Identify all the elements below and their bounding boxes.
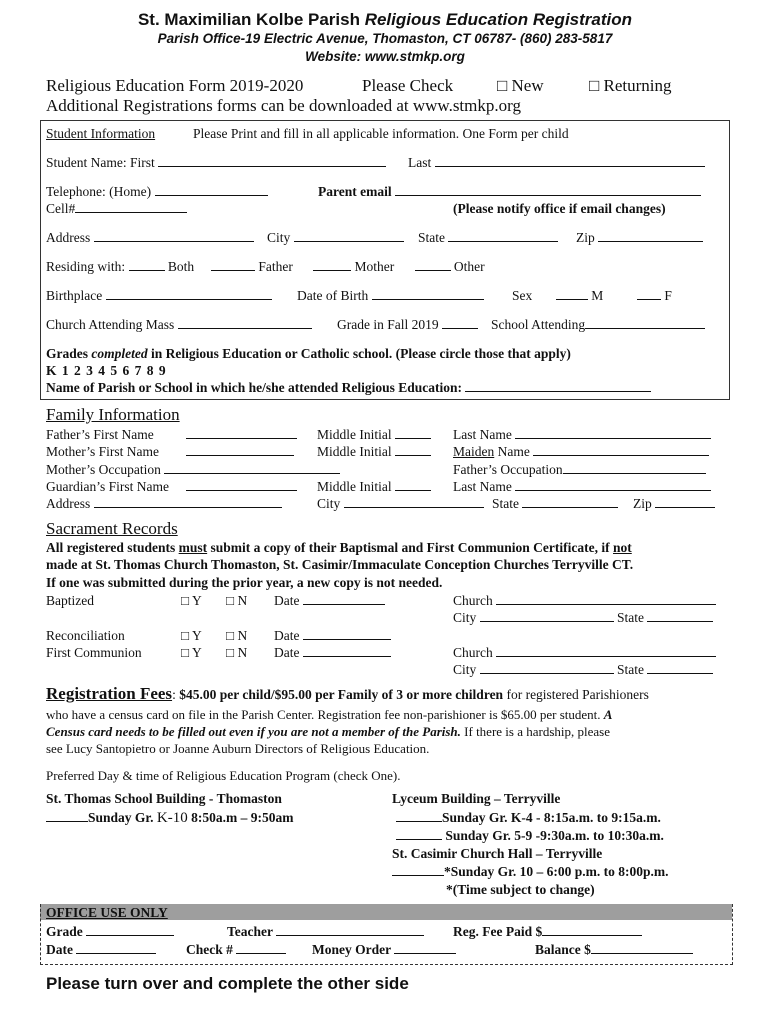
communion-city-row: City State [453,662,713,677]
baptized-church-row: Church [453,593,716,608]
casimir-time-note: *(Time subject to change) [446,882,595,897]
father-first-field-wrap [186,427,297,442]
student-first-name-row: Student Name: First [46,155,386,170]
other-field[interactable] [415,259,451,271]
reconciliation-no[interactable]: □ N [226,628,248,643]
address-row: Address [46,230,254,245]
mother-occupation-row: Mother’s Occupation [46,462,340,477]
mother-middle-row: Middle Initial [317,444,431,459]
father-middle-field[interactable] [395,427,431,439]
mass-row: Church Attending Mass [46,317,312,332]
parish-office-address: Parish Office-19 Electric Avenue, Thomaston, CT 06787- (860) 283-5817 [157,31,613,46]
zip-field[interactable] [598,230,703,242]
baptized-church-field[interactable] [496,593,716,605]
city-field[interactable] [294,230,404,242]
first-communion-yes[interactable]: □ Y [181,645,202,660]
baptized-state-field[interactable] [647,610,713,622]
guardian-first-field-wrap [186,479,297,494]
first-communion-date-row: Date [274,645,391,660]
office-use-heading: OFFICE USE ONLY [46,905,168,920]
mother-field[interactable] [313,259,351,271]
communion-state-field[interactable] [647,662,713,674]
turn-over-note: Please turn over and complete the other side [46,974,409,993]
grade-fall-field[interactable] [442,317,478,329]
baptized-city-row: City State [453,610,713,625]
sex-m-field[interactable] [556,288,588,300]
family-city-row: City [317,496,484,511]
family-address-field[interactable] [94,496,282,508]
sacrament-heading: Sacrament Records [46,519,178,538]
grade-fall-row: Grade in Fall 2019 [337,317,478,332]
grades-list[interactable]: K 1 2 3 4 5 6 7 8 9 [46,363,167,378]
sex-f-field[interactable] [637,288,661,300]
cell-field[interactable] [75,201,187,213]
father-first-field[interactable] [186,427,297,439]
baptized-city-field[interactable] [480,610,614,622]
office-check-row: Check # [186,942,286,957]
parish-school-row: Name of Parish or School in which he/she attended Religious Education: [46,380,651,395]
communion-city-field[interactable] [480,662,614,674]
guardian-last-row: Last Name [453,479,711,494]
sacrament-note-line1: All registered students must submit a copy of their Baptismal and First Communion Certificate, if not [46,540,632,555]
office-money-order-row: Money Order [312,942,456,957]
mother-first-field[interactable] [186,444,294,456]
state-row: State [418,230,558,245]
dob-field[interactable] [372,288,484,300]
returning-checkbox[interactable]: □ Returning [589,76,672,95]
father-last-field[interactable] [515,427,711,439]
mass-field[interactable] [178,317,312,329]
fees-line1: Registration Fees: $45.00 per child/$95.00 per Family of 3 or more children for registered Parishioners [46,684,649,703]
form-title: Religious Education Form 2019-2020 [46,76,304,95]
grades-completed-label: Grades completed in Religious Education or Catholic school. (Please circle those that apply) [46,346,571,361]
mother-maiden-row: Maiden Name [453,444,709,459]
first-communion-no[interactable]: □ N [226,645,248,660]
preferred-program-label: Preferred Day & time of Religious Education Program (check One). [46,768,401,783]
telephone-row: Telephone: (Home) [46,184,268,199]
parent-email-field[interactable] [395,184,701,196]
reconciliation-date-field[interactable] [303,628,391,640]
dob-row: Date of Birth [297,288,484,303]
parish-website: Website: www.stmkp.org [305,49,465,64]
school-field[interactable] [585,317,705,329]
thomaston-title: St. Thomas School Building - Thomaston [46,791,282,806]
city-row: City [267,230,404,245]
guardian-first-label: Guardian’s First Name [46,479,169,494]
parent-email-row: Parent email [318,184,701,199]
family-state-row: State [492,496,618,511]
office-teacher-field[interactable] [276,924,424,936]
fees-line3: Census card needs to be filled out even if you are not a member of the Parish. If there is a hardship, please [46,724,610,739]
father-occupation-row: Father’s Occupation [453,462,706,477]
mother-first-field-wrap [186,444,294,459]
birthplace-row: Birthplace [46,288,272,303]
casimir-title: St. Casimir Church Hall – Terryville [392,846,603,861]
office-reg-fee-row: Reg. Fee Paid $ [453,924,642,939]
mother-occupation-field[interactable] [164,462,340,474]
lyceum-option-2: Sunday Gr. 5-9 -9:30a.m. to 10:30a.m. [396,828,664,843]
thomaston-sunday-option: Sunday Gr. K-10 8:50a.m – 9:50am [46,810,293,826]
office-teacher-row: Teacher [227,924,424,939]
student-last-name-field[interactable] [435,155,705,167]
both-field[interactable] [129,259,165,271]
communion-church-row: Church [453,645,716,660]
lyceum-2-check-field[interactable] [396,828,442,840]
please-check-label: Please Check [362,76,454,95]
father-field[interactable] [211,259,255,271]
lyceum-option-1: Sunday Gr. K-4 - 8:15a.m. to 9:15a.m. [396,810,661,825]
page-title: St. Maximilian Kolbe Parish Religious Education Registration [137,10,633,29]
reconciliation-label: Reconciliation [46,628,125,643]
address-field[interactable] [94,230,254,242]
casimir-option: *Sunday Gr. 10 – 6:00 p.m. to 8:00p.m. [392,864,669,879]
office-date-field[interactable] [76,942,156,954]
school-row: School Attending [491,317,705,332]
mother-middle-field[interactable] [395,444,431,456]
office-grade-field[interactable] [86,924,174,936]
family-zip-row: Zip [633,496,715,511]
telephone-field[interactable] [155,184,268,196]
birthplace-field[interactable] [106,288,272,300]
father-last-row: Last Name [453,427,711,442]
office-reg-fee-field[interactable] [542,924,642,936]
father-occupation-field[interactable] [563,462,706,474]
state-field[interactable] [448,230,558,242]
casimir-check-field[interactable] [392,864,444,876]
office-balance-field[interactable] [591,942,693,954]
office-grade-row: Grade [46,924,174,939]
additional-forms-note: Additional Registrations forms can be downloaded at www.stmkp.org [46,96,521,115]
guardian-middle-row: Middle Initial [317,479,431,494]
guardian-last-field[interactable] [515,479,711,491]
lyceum-1-check-field[interactable] [396,810,442,822]
baptized-yes[interactable]: □ Y [181,593,202,608]
sacrament-note-line3: If one was submitted during the prior year, a new copy is not needed. [46,575,443,590]
baptized-date-field[interactable] [303,593,385,605]
father-first-label: Father’s First Name [46,427,154,442]
baptized-date-row: Date [274,593,385,608]
family-city-field[interactable] [344,496,484,508]
office-money-order-field[interactable] [394,942,456,954]
first-communion-label: First Communion [46,645,142,660]
reconciliation-yes[interactable]: □ Y [181,628,202,643]
fees-line2: who have a census card on file in the Parish Center. Registration fee non-parishioner is $65.00 per student. A [46,707,613,722]
mother-first-label: Mother’s First Name [46,444,159,459]
parish-school-field[interactable] [465,380,651,392]
thomaston-check-field[interactable] [46,810,88,822]
communion-church-field[interactable] [496,645,716,657]
first-communion-date-field[interactable] [303,645,391,657]
guardian-middle-field[interactable] [395,479,431,491]
student-last-name-row: Last [408,155,705,170]
zip-row: Zip [576,230,703,245]
family-info-heading: Family Information [46,405,180,424]
cell-row: Cell# [46,201,187,216]
family-address-row: Address [46,496,282,511]
fees-line4: see Lucy Santopietro or Joanne Auburn Directors of Religious Education. [46,741,430,756]
notify-office-note: (Please notify office if email changes) [453,201,666,216]
lyceum-title: Lyceum Building – Terryville [392,791,561,806]
baptized-no[interactable]: □ N [226,593,248,608]
student-info-heading: Student Information [46,126,156,141]
sex-row: Sex M F [512,288,672,303]
mother-maiden-field[interactable] [533,444,709,456]
office-date-row: Date [46,942,156,957]
reconciliation-date-row: Date [274,628,391,643]
student-first-name-field[interactable] [158,155,386,167]
family-state-field[interactable] [522,496,618,508]
office-check-field[interactable] [236,942,286,954]
baptized-label: Baptized [46,593,94,608]
residing-with-row: Residing with: Both Father Mother Other [46,259,485,274]
student-instructions: Please Print and fill in all applicable information. One Form per child [193,126,569,141]
family-zip-field[interactable] [655,496,715,508]
office-balance-row: Balance $ [535,942,693,957]
guardian-first-field[interactable] [186,479,297,491]
sacrament-note-line2: made at St. Thomas Church Thomaston, St. Casimir/Immaculate Conception Churches Terryville CT. [46,557,634,572]
new-checkbox[interactable]: □ New [497,76,544,95]
father-middle-row: Middle Initial [317,427,431,442]
